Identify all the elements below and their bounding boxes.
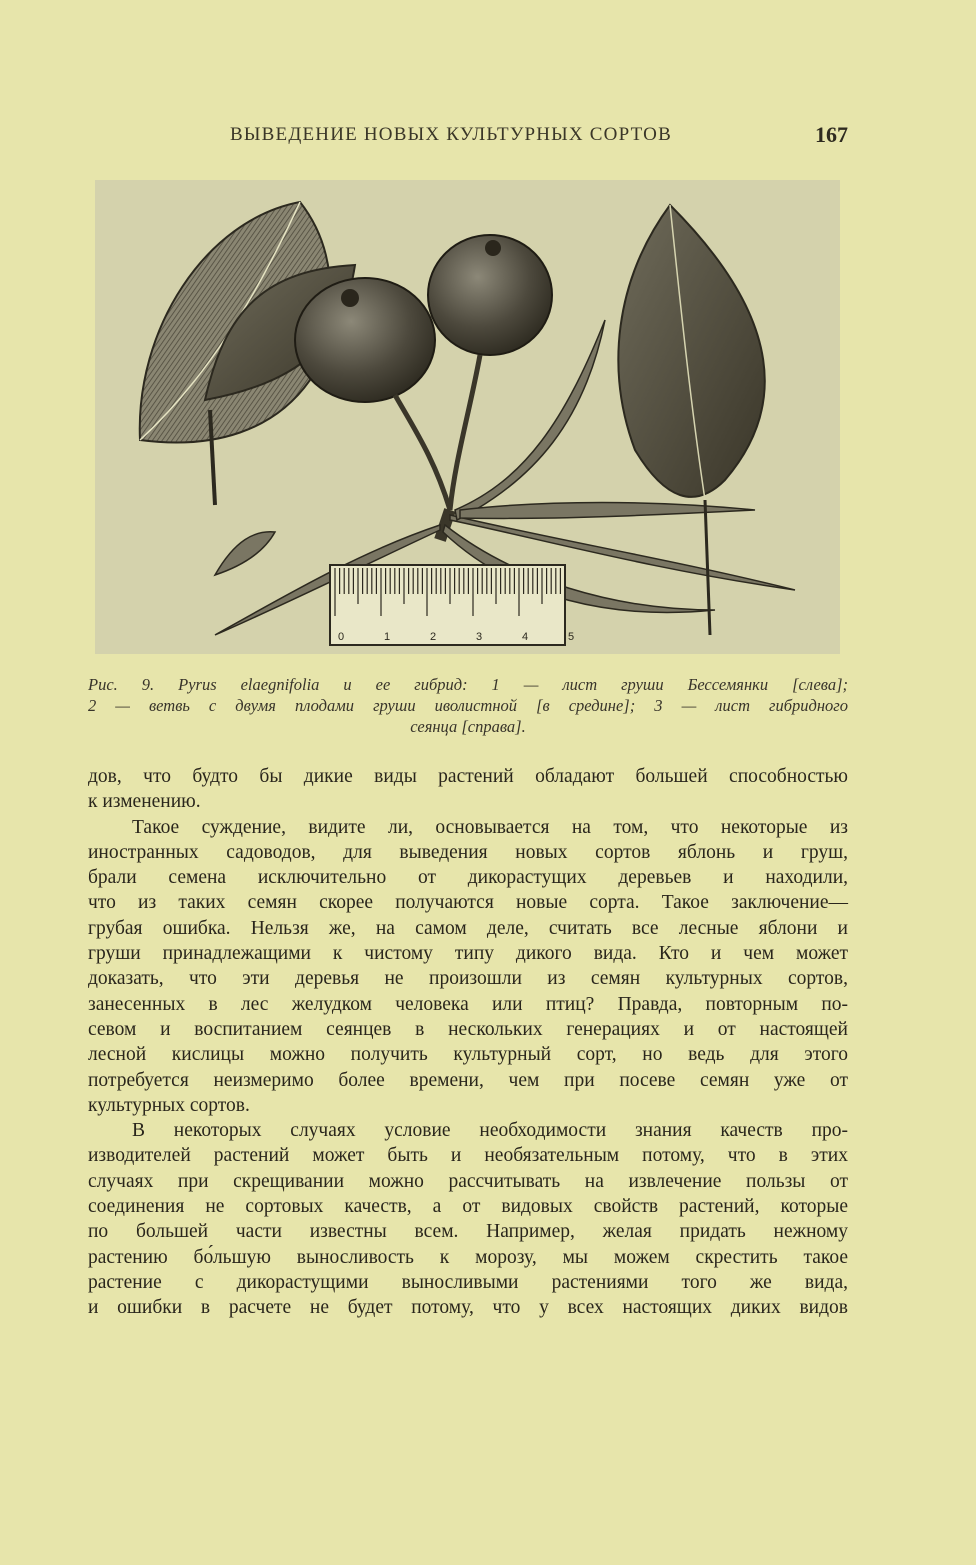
text-line: соединения не сортовых качеств, а от видовых свойств растений, которые [88, 1196, 848, 1218]
text-line: занесенных в лес желудком человека или птиц? Правда, повторным по- [88, 993, 848, 1015]
caption-line: 2 — ветвь с двумя плодами груши иволистной [в средине]; 3 — лист гибридного [88, 696, 848, 715]
text-line: груши принадлежащими к чистому типу дикого вида. Кто и чем может [88, 943, 848, 965]
text-line: брали семена исключительно от дикорастущих деревьев и находили, [88, 867, 848, 889]
pear-fruit-right [428, 235, 552, 355]
text-line: Такое суждение, видите ли, основывается на том, что некоторые из [132, 816, 848, 838]
ruler-label: 5 [568, 631, 575, 643]
ruler-label: 3 [476, 631, 483, 643]
body-text [88, 764, 848, 1321]
measuring-ruler [330, 565, 574, 645]
text-line: что из таких семян скорее получаются новые сорта. Такое заключение— [88, 892, 848, 914]
text-line: дов, что будто бы дикие виды растений обладают большей способностью [88, 766, 848, 787]
text-line: растению бо́льшую выносливость к морозу, мы можем скрестить такое [88, 1246, 848, 1268]
figure-pear-branch [95, 180, 840, 654]
figure-caption [88, 674, 848, 737]
paragraph-1 [88, 764, 848, 815]
ruler-label: 1 [384, 631, 391, 643]
text-line: к изменению. [88, 791, 201, 813]
text-line: изводителей растений может быть и необязательным потому, что в этих [88, 1145, 848, 1167]
text-line: севом и воспитанием сеянцев в нескольких генерациях и от настоящей [88, 1018, 848, 1040]
text-line: доказать, что эти деревья не произошли из семян культурных сортов, [88, 968, 848, 990]
ruler-label: 0 [338, 631, 345, 643]
text-line: потребуется неизмеримо более времени, чем при посеве семян уже от [88, 1069, 848, 1091]
text-line: грубая ошибка. Нельзя же, на самом деле, считать все лесные яблони и [88, 917, 848, 939]
text-line: случаях при скрещивании можно рассчитывать на извлечение пользы от [88, 1170, 848, 1192]
text-line: лесной кислицы можно получить культурный сорт, но ведь для этого [88, 1044, 848, 1066]
pear-fruit-left [295, 278, 435, 402]
text-line: культурных сортов. [88, 1094, 250, 1116]
pear-branch-illustration [95, 180, 840, 654]
running-title: ВЫВЕДЕНИЕ НОВЫХ КУЛЬТУРНЫХ СОРТОВ [230, 124, 672, 145]
text-line: иностранных садоводов, для выведения новых сортов яблонь и груш, [88, 841, 848, 863]
paragraph-2 [88, 815, 848, 1119]
text-line: В некоторых случаях условие необходимости знания качеств про- [132, 1120, 848, 1142]
paragraph-3 [88, 1118, 848, 1320]
caption-line: сеянца [справа]. [410, 717, 526, 736]
ruler-label: 4 [522, 631, 529, 643]
caption-line: Рис. 9. Pyrus elaegnifolia и ее гибрид: 1 — лист груши Бессемянки [слева]; [88, 675, 848, 694]
text-line: и ошибки в расчете не будет потому, что у всех настоящих диких видов [88, 1297, 848, 1319]
page-number: 167 [815, 122, 848, 147]
text-line: по большей части известны всем. Например, желая придать нежному [88, 1221, 848, 1243]
ruler-label: 2 [430, 631, 437, 643]
running-head [90, 124, 848, 154]
text-line: растение с дикорастущими выносливыми растениями того же вида, [88, 1271, 848, 1293]
